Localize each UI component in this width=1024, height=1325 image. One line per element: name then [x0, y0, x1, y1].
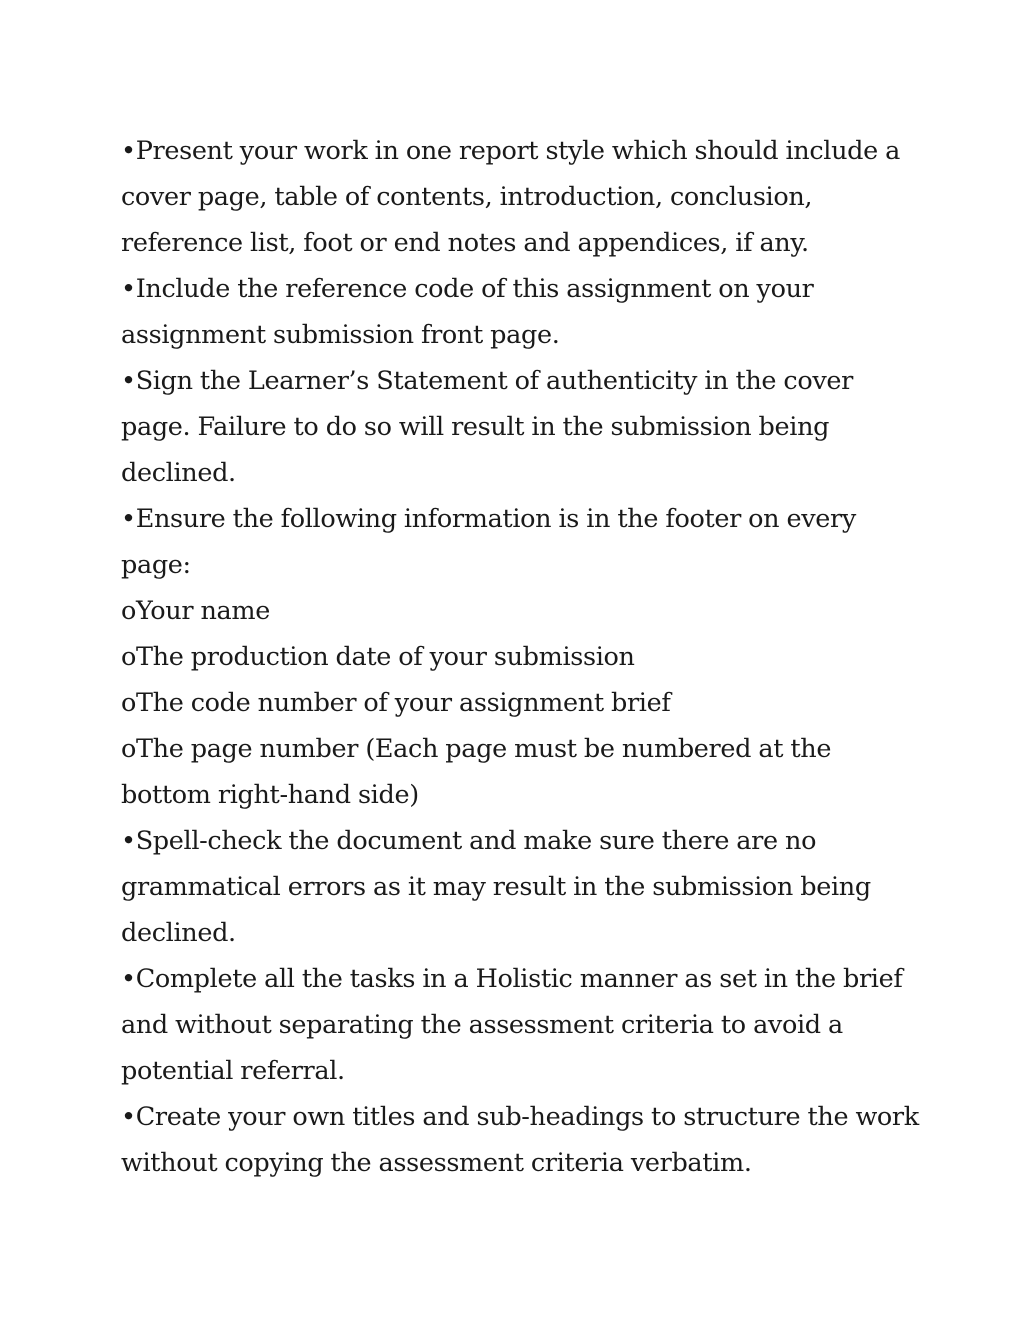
- text-line: reference list, foot or end notes and appendices, if any.: [121, 228, 809, 258]
- text-line-bullet-present-work: •Present your work in one report style which should include a: [121, 136, 900, 166]
- text-line: and without separating the assessment criteria to avoid a: [121, 1010, 843, 1040]
- text-line-bullet-reference-code: •Include the reference code of this assignment on your: [121, 274, 814, 304]
- text-line-bullet-spell-check: •Spell-check the document and make sure there are no: [121, 826, 817, 856]
- text-line-subitem-code-number: oThe code number of your assignment brief: [121, 688, 671, 718]
- document-body: [121, 128, 921, 1186]
- text-line-subitem-page-number: oThe page number (Each page must be numbered at the: [121, 734, 832, 764]
- text-line-bullet-footer-info: •Ensure the following information is in the footer on every: [121, 504, 856, 534]
- text-line: grammatical errors as it may result in the submission being: [121, 872, 871, 902]
- text-line: page. Failure to do so will result in the submission being: [121, 412, 830, 442]
- text-line-bullet-complete-tasks: •Complete all the tasks in a Holistic manner as set in the brief: [121, 964, 903, 994]
- text-line: assignment submission front page.: [121, 320, 560, 350]
- text-line: without copying the assessment criteria verbatim.: [121, 1148, 752, 1178]
- text-line-subitem-production-date: oThe production date of your submission: [121, 642, 635, 672]
- text-line-subitem-your-name: oYour name: [121, 596, 270, 626]
- text-line: potential referral.: [121, 1056, 345, 1086]
- text-line-bullet-create-titles: •Create your own titles and sub-headings to structure the work: [121, 1102, 919, 1132]
- text-line: declined.: [121, 458, 236, 488]
- text-line: cover page, table of contents, introduction, conclusion,: [121, 182, 813, 212]
- text-line: bottom right-hand side): [121, 780, 419, 810]
- text-line-bullet-sign-statement: •Sign the Learner’s Statement of authenticity in the cover: [121, 366, 853, 396]
- text-line: page:: [121, 550, 191, 580]
- text-line: declined.: [121, 918, 236, 948]
